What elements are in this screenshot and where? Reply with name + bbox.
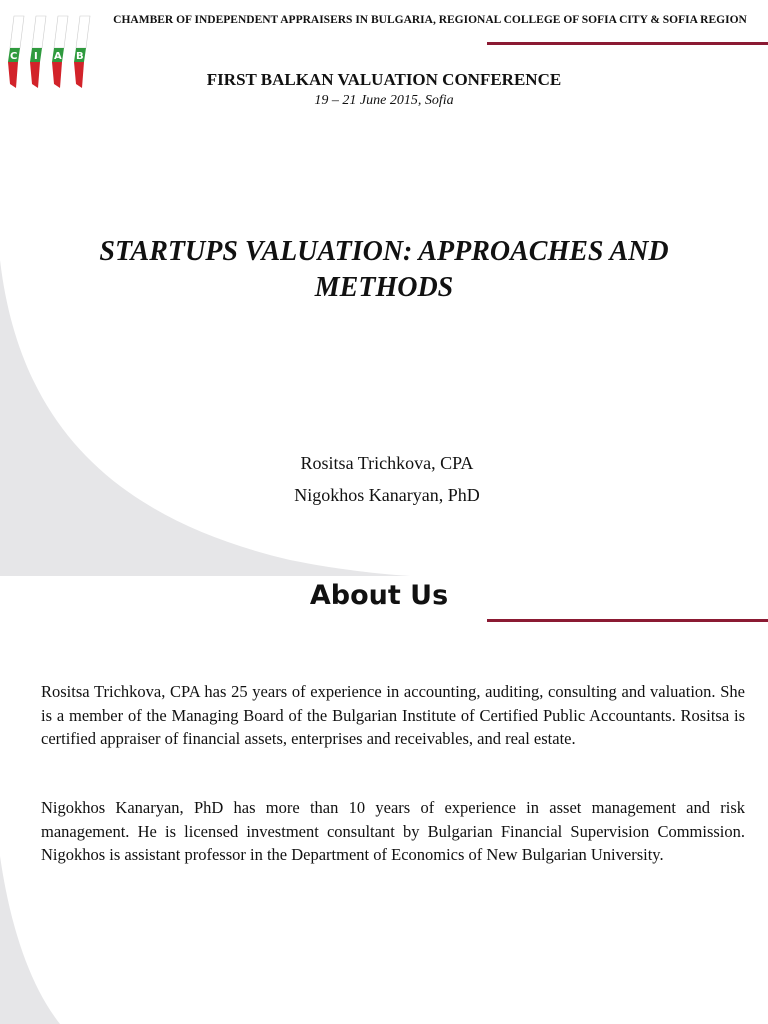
bio-paragraph: Nigokhos Kanaryan, PhD has more than 10 years of experience in asset management and risk management. He is licensed investment consultant by Bulgarian Financial Supervision Commission. Nigokhos is assistant professor in the Department of Economics of New Bulgarian University. [41,798,745,864]
section-heading: About Us [309,580,449,611]
conference-dates: 19 – 21 June 2015, Sofia [314,93,454,108]
organization-name: CHAMBER OF INDEPENDENT APPRAISERS IN BULGARIA, REGIONAL COLLEGE OF SOFIA CITY & SOFIA REGION [113,14,747,26]
accent-rule [487,42,768,45]
svg-text:I: I [34,51,38,62]
presentation-title: STARTUPS VALUATION: APPROACHES AND METHODS [99,236,669,303]
svg-text:A: A [54,51,62,62]
author-name: Nigokhos Kanaryan, PhD [294,485,480,505]
bio-paragraph: Rositsa Trichkova, CPA has 25 years of experience in accounting, auditing, consulting and valuation. She is a member of the Managing Board of the Bulgarian Institute of Certified Public Accountants. Rositsa is certified appraiser of financial assets, enterprises and receivables, and real estate. [41,682,745,748]
about-slide [0,576,768,1024]
conference-name: FIRST BALKAN VALUATION CONFERENCE [206,70,562,89]
accent-rule [487,619,768,622]
author-name: Rositsa Trichkova, CPA [300,453,474,473]
svg-text:B: B [76,51,84,62]
svg-text:C: C [10,51,18,62]
